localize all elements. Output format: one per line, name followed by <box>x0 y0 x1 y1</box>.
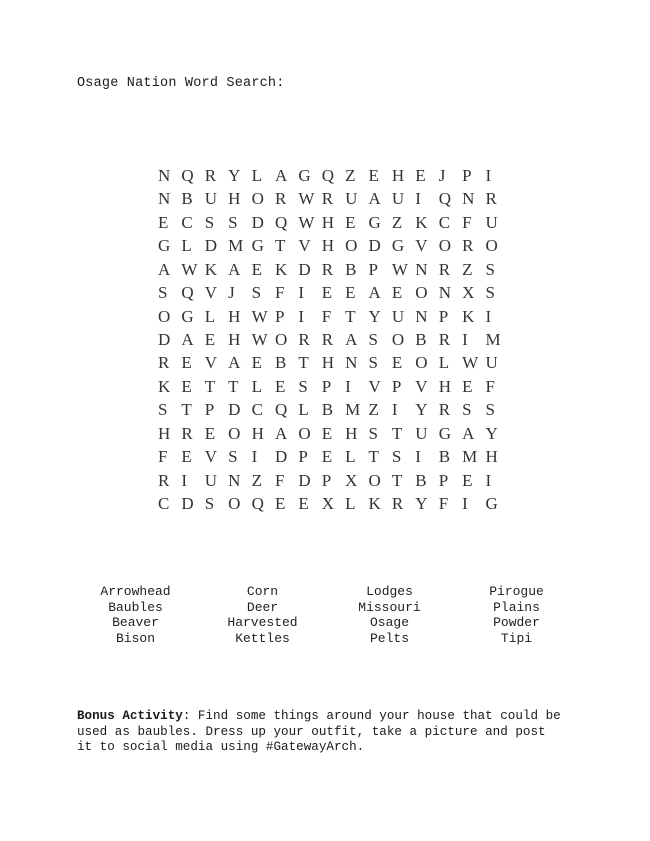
grid-letter[interactable]: L <box>181 236 192 256</box>
grid-row <box>158 469 509 492</box>
grid-letter[interactable]: N <box>158 165 171 185</box>
grid-letter[interactable]: O <box>298 423 311 443</box>
grid-letter[interactable]: E <box>204 330 216 350</box>
grid-letter[interactable]: P <box>438 470 449 490</box>
grid-letter[interactable]: B <box>438 447 451 467</box>
grid-letter[interactable]: U <box>485 353 498 373</box>
grid-letter[interactable]: A <box>345 330 358 350</box>
grid-letter[interactable]: P <box>438 306 449 326</box>
grid-letter[interactable]: S <box>228 212 238 232</box>
grid-letter[interactable]: V <box>415 376 428 396</box>
grid-letter[interactable]: P <box>462 165 472 185</box>
grid-letter[interactable]: W <box>298 212 315 232</box>
grid-letter[interactable]: D <box>251 212 264 232</box>
grid-letter[interactable]: B <box>321 400 334 420</box>
grid-letter[interactable]: E <box>462 470 473 490</box>
grid-letter[interactable]: I <box>251 447 258 467</box>
word-item: Beaver <box>112 615 159 631</box>
grid-letter[interactable]: S <box>204 212 215 232</box>
grid-letter[interactable]: E <box>415 165 426 185</box>
word-column <box>199 584 326 646</box>
grid-letter[interactable]: X <box>345 470 358 490</box>
grid-letter[interactable]: O <box>485 236 498 256</box>
grid-letter[interactable]: R <box>438 330 451 350</box>
grid-letter[interactable]: B <box>415 330 427 350</box>
grid-letter[interactable]: O <box>438 236 451 256</box>
grid-letter[interactable]: H <box>321 212 335 232</box>
grid-letter[interactable]: I <box>345 376 351 396</box>
word-item: Kettles <box>235 630 290 646</box>
grid-letter[interactable]: R <box>298 330 310 350</box>
grid-letter[interactable]: D <box>181 494 194 514</box>
grid-letter[interactable]: Q <box>181 283 194 303</box>
grid-letter[interactable]: U <box>391 306 405 326</box>
grid-letter[interactable]: C <box>251 400 263 420</box>
grid-letter[interactable]: O <box>415 283 428 303</box>
grid-letter[interactable]: O <box>368 470 381 490</box>
grid-letter[interactable]: R <box>485 189 497 209</box>
grid-letter[interactable]: M <box>228 236 244 256</box>
grid-letter[interactable]: V <box>368 376 381 396</box>
word-column <box>326 584 453 646</box>
bonus-text-1: : Find some things around your house that could be <box>182 709 561 723</box>
grid-letter[interactable]: S <box>368 353 378 373</box>
grid-letter[interactable]: J <box>438 165 446 185</box>
grid-letter[interactable]: L <box>251 376 262 396</box>
grid-letter[interactable]: S <box>158 400 168 420</box>
grid-letter[interactable]: F <box>485 376 495 396</box>
grid-letter[interactable]: O <box>228 423 241 443</box>
grid-letter[interactable]: Z <box>391 212 403 232</box>
grid-letter[interactable]: S <box>485 283 495 303</box>
grid-letter[interactable]: E <box>462 376 473 396</box>
grid-letter[interactable]: E <box>251 259 262 279</box>
word-item: Tipi <box>500 630 533 646</box>
grid-letter[interactable]: R <box>321 189 334 209</box>
grid-letter[interactable]: V <box>204 353 218 373</box>
grid-letter[interactable]: R <box>438 259 451 279</box>
grid-letter[interactable]: G <box>158 236 171 256</box>
word-item: Pelts <box>369 630 409 646</box>
grid-letter[interactable]: L <box>345 447 356 467</box>
grid-letter[interactable]: L <box>345 494 356 514</box>
grid-letter[interactable]: W <box>251 306 268 326</box>
grid-letter[interactable]: E <box>251 353 262 373</box>
grid-letter[interactable]: M <box>485 330 501 350</box>
grid-letter[interactable]: E <box>368 165 379 185</box>
grid-row <box>158 211 509 234</box>
grid-letter[interactable]: S <box>368 423 378 443</box>
grid-letter[interactable]: A <box>368 189 381 209</box>
word-column <box>453 584 580 646</box>
grid-row <box>158 493 509 516</box>
grid-letter[interactable]: S <box>251 283 262 303</box>
grid-letter[interactable]: D <box>158 330 171 350</box>
grid-letter[interactable]: N <box>345 353 358 373</box>
grid-row <box>158 446 509 469</box>
word-list <box>72 584 580 646</box>
grid-letter[interactable]: N <box>415 306 428 326</box>
grid-letter[interactable]: K <box>158 376 171 396</box>
grid-letter[interactable]: R <box>321 330 334 350</box>
grid-letter[interactable]: N <box>415 259 428 279</box>
grid-letter[interactable]: T <box>298 353 309 373</box>
grid-letter[interactable]: O <box>158 306 171 326</box>
grid-letter[interactable]: D <box>274 447 288 467</box>
grid-letter[interactable]: L <box>204 306 216 326</box>
grid-row <box>158 281 509 304</box>
grid-letter[interactable]: G <box>181 306 194 326</box>
grid-letter[interactable]: X <box>462 283 475 303</box>
bonus-line-1 <box>77 709 597 725</box>
grid-letter[interactable]: O <box>415 353 428 373</box>
word-item: Deer <box>246 599 279 615</box>
grid-letter[interactable]: Z <box>462 259 473 279</box>
grid-letter[interactable]: E <box>274 376 286 396</box>
grid-letter[interactable]: E <box>204 423 216 443</box>
grid-letter[interactable]: O <box>251 189 264 209</box>
word-item: Powder <box>493 615 540 631</box>
grid-letter[interactable]: Y <box>228 165 241 185</box>
bonus-label: Bonus Activity <box>77 709 183 723</box>
grid-letter[interactable]: A <box>158 259 171 279</box>
grid-letter[interactable]: S <box>391 447 402 467</box>
grid-letter[interactable]: L <box>438 353 450 373</box>
grid-letter[interactable]: K <box>462 306 475 326</box>
grid-letter[interactable]: U <box>345 189 358 209</box>
grid-letter[interactable]: C <box>438 212 451 232</box>
grid-row <box>158 305 509 328</box>
grid-letter[interactable]: T <box>368 447 379 467</box>
grid-letter[interactable]: Q <box>274 400 288 420</box>
grid-letter[interactable]: T <box>345 306 356 326</box>
grid-letter[interactable]: O <box>345 236 358 256</box>
grid-letter[interactable]: E <box>181 353 192 373</box>
grid-letter[interactable]: N <box>158 189 171 209</box>
grid-letter[interactable]: U <box>204 470 218 490</box>
grid-letter[interactable]: H <box>251 423 264 443</box>
grid-letter[interactable]: T <box>391 423 403 443</box>
grid-letter[interactable]: O <box>274 330 288 350</box>
grid-letter[interactable]: E <box>391 353 403 373</box>
grid-letter[interactable]: S <box>228 447 238 467</box>
grid-letter[interactable]: T <box>391 470 403 490</box>
grid-letter[interactable]: I <box>415 189 421 209</box>
grid-letter[interactable]: F <box>274 283 285 303</box>
grid-letter[interactable]: E <box>181 447 192 467</box>
grid-letter[interactable]: U <box>415 423 428 443</box>
grid-letter[interactable]: E <box>321 283 333 303</box>
grid-letter[interactable]: Y <box>485 423 498 443</box>
grid-letter[interactable]: I <box>181 470 188 490</box>
grid-letter[interactable]: W <box>181 259 198 279</box>
word-search-grid <box>158 164 509 516</box>
grid-letter[interactable]: Q <box>438 189 451 209</box>
grid-letter[interactable]: H <box>228 189 241 209</box>
grid-letter[interactable]: U <box>204 189 218 209</box>
grid-letter[interactable]: D <box>298 259 311 279</box>
word-item: Lodges <box>366 584 413 599</box>
grid-letter[interactable]: I <box>485 306 492 326</box>
grid-letter[interactable]: H <box>228 306 241 326</box>
grid-letter[interactable]: M <box>462 447 478 467</box>
grid-letter[interactable]: W <box>298 189 315 209</box>
grid-letter[interactable]: F <box>462 212 472 232</box>
grid-letter[interactable]: Y <box>415 400 428 420</box>
grid-letter[interactable]: F <box>321 306 332 326</box>
grid-letter[interactable]: J <box>228 283 235 303</box>
grid-letter[interactable]: H <box>485 447 498 467</box>
grid-letter[interactable]: I <box>298 283 305 303</box>
grid-row <box>158 234 509 257</box>
grid-letter[interactable]: L <box>251 165 262 185</box>
grid-letter[interactable]: S <box>485 400 495 420</box>
grid-letter[interactable]: A <box>274 165 288 185</box>
grid-letter[interactable]: S <box>204 494 215 514</box>
grid-letter[interactable]: K <box>274 259 288 279</box>
bonus-line-3: it to social media using #GatewayArch. <box>77 740 365 755</box>
grid-letter[interactable]: I <box>485 165 492 185</box>
grid-letter[interactable]: I <box>485 470 492 490</box>
grid-letter[interactable]: F <box>158 447 168 467</box>
grid-letter[interactable]: C <box>181 212 193 232</box>
grid-letter[interactable]: V <box>415 236 428 256</box>
grid-letter[interactable]: I <box>391 400 398 420</box>
page-title: Osage Nation Word Search: <box>77 76 285 91</box>
grid-row <box>158 352 509 375</box>
grid-letter[interactable]: F <box>274 470 285 490</box>
grid-letter[interactable]: Z <box>345 165 356 185</box>
grid-letter[interactable]: R <box>158 470 170 490</box>
grid-letter[interactable]: U <box>485 212 498 232</box>
word-item: Pirogue <box>489 584 544 599</box>
grid-letter[interactable]: H <box>321 236 335 256</box>
grid-letter[interactable]: A <box>368 283 381 303</box>
grid-letter[interactable]: P <box>391 376 402 396</box>
grid-letter[interactable]: R <box>181 423 193 443</box>
word-item: Missouri <box>358 599 421 615</box>
grid-letter[interactable]: T <box>181 400 192 420</box>
word-column <box>72 584 199 646</box>
grid-letter[interactable]: R <box>391 494 404 514</box>
grid-row <box>158 164 509 187</box>
grid-letter[interactable]: W <box>462 353 479 373</box>
grid-letter[interactable]: E <box>345 212 356 232</box>
grid-letter[interactable]: E <box>298 494 309 514</box>
grid-letter[interactable]: K <box>204 259 218 279</box>
word-item: Arrowhead <box>100 584 171 599</box>
grid-letter[interactable]: P <box>368 259 378 279</box>
grid-letter[interactable]: O <box>391 330 405 350</box>
grid-letter[interactable]: F <box>438 494 449 514</box>
grid-letter[interactable]: R <box>438 400 451 420</box>
grid-letter[interactable]: E <box>181 376 192 396</box>
grid-letter[interactable]: A <box>462 423 475 443</box>
grid-letter[interactable]: M <box>345 400 361 420</box>
grid-letter[interactable]: P <box>274 306 285 326</box>
grid-letter[interactable]: S <box>158 283 168 303</box>
word-item: Plains <box>493 599 540 615</box>
grid-row <box>158 328 509 351</box>
grid-letter[interactable]: Z <box>251 470 262 490</box>
grid-letter[interactable]: A <box>228 259 241 279</box>
grid-letter[interactable]: V <box>298 236 311 256</box>
grid-letter[interactable]: I <box>415 447 421 467</box>
grid-letter[interactable]: N <box>228 470 241 490</box>
grid-letter[interactable]: W <box>251 330 268 350</box>
grid-letter[interactable]: D <box>204 236 218 256</box>
grid-letter[interactable]: S <box>298 376 308 396</box>
grid-letter[interactable]: A <box>274 423 288 443</box>
grid-letter[interactable]: G <box>298 165 311 185</box>
grid-letter[interactable]: N <box>438 283 451 303</box>
grid-letter[interactable]: H <box>345 423 358 443</box>
grid-row <box>158 375 509 398</box>
grid-row <box>158 258 509 281</box>
grid-row <box>158 399 509 422</box>
grid-letter[interactable]: H <box>438 376 451 396</box>
grid-letter[interactable]: S <box>485 259 495 279</box>
grid-letter[interactable]: R <box>204 165 217 185</box>
grid-letter[interactable]: P <box>298 447 308 467</box>
grid-row <box>158 422 509 445</box>
word-item: Harvested <box>227 615 298 631</box>
grid-letter[interactable]: H <box>391 165 405 185</box>
grid-letter[interactable]: R <box>462 236 474 256</box>
grid-letter[interactable]: I <box>462 330 468 350</box>
grid-letter[interactable]: P <box>321 376 332 396</box>
grid-letter[interactable]: I <box>462 494 468 514</box>
grid-letter[interactable]: E <box>274 494 286 514</box>
grid-letter[interactable]: E <box>391 283 403 303</box>
grid-letter[interactable]: N <box>462 189 475 209</box>
grid-letter[interactable]: V <box>204 283 218 303</box>
grid-letter[interactable]: B <box>345 259 357 279</box>
grid-letter[interactable]: R <box>274 189 287 209</box>
word-item: Baubles <box>108 599 163 615</box>
grid-letter[interactable]: G <box>391 236 405 256</box>
grid-letter[interactable]: E <box>158 212 169 232</box>
grid-letter[interactable]: Z <box>368 400 379 420</box>
grid-letter[interactable]: D <box>368 236 381 256</box>
word-item: Osage <box>369 615 409 631</box>
grid-letter[interactable]: B <box>415 470 427 490</box>
grid-row <box>158 187 509 210</box>
word-item: Bison <box>115 630 155 646</box>
grid-letter[interactable]: S <box>462 400 472 420</box>
grid-letter[interactable]: G <box>368 212 381 232</box>
grid-letter[interactable]: B <box>181 189 193 209</box>
grid-letter[interactable]: E <box>321 447 333 467</box>
grid-letter[interactable]: R <box>158 353 170 373</box>
grid-letter[interactable]: Y <box>415 494 428 514</box>
grid-letter[interactable]: K <box>368 494 381 514</box>
grid-letter[interactable]: E <box>345 283 356 303</box>
grid-letter[interactable]: U <box>391 189 405 209</box>
grid-letter[interactable]: G <box>438 423 451 443</box>
grid-letter[interactable]: K <box>415 212 428 232</box>
grid-letter[interactable]: P <box>321 470 332 490</box>
grid-letter[interactable]: B <box>274 353 287 373</box>
grid-letter[interactable]: W <box>391 259 408 279</box>
grid-letter[interactable]: D <box>228 400 241 420</box>
grid-letter[interactable]: G <box>251 236 264 256</box>
grid-letter[interactable]: X <box>321 494 335 514</box>
grid-letter[interactable]: Q <box>321 165 335 185</box>
grid-letter[interactable]: E <box>321 423 333 443</box>
grid-letter[interactable]: H <box>321 353 335 373</box>
bonus-line-2: used as baubles. Dress up your outfit, take a picture and post <box>77 724 546 739</box>
bonus-activity <box>77 709 597 756</box>
grid-letter[interactable]: R <box>321 259 334 279</box>
grid-letter[interactable]: H <box>158 423 171 443</box>
grid-letter[interactable]: Q <box>251 494 264 514</box>
grid-letter[interactable]: T <box>228 376 239 396</box>
grid-letter[interactable]: A <box>228 353 241 373</box>
grid-letter[interactable]: P <box>204 400 215 420</box>
grid-letter[interactable]: S <box>368 330 378 350</box>
grid-letter[interactable]: T <box>274 236 286 256</box>
grid-letter[interactable]: G <box>485 494 498 514</box>
grid-letter[interactable]: I <box>298 306 305 326</box>
grid-letter[interactable]: T <box>204 376 216 396</box>
grid-letter[interactable]: Y <box>368 306 381 326</box>
word-item: Corn <box>246 584 279 599</box>
grid-letter[interactable]: A <box>181 330 194 350</box>
grid-letter[interactable]: V <box>204 447 218 467</box>
grid-letter[interactable]: H <box>228 330 241 350</box>
grid-letter[interactable]: D <box>298 470 311 490</box>
grid-letter[interactable]: Q <box>181 165 194 185</box>
grid-letter[interactable]: L <box>298 400 309 420</box>
grid-letter[interactable]: O <box>228 494 241 514</box>
grid-letter[interactable]: Q <box>274 212 288 232</box>
grid-letter[interactable]: C <box>158 494 170 514</box>
